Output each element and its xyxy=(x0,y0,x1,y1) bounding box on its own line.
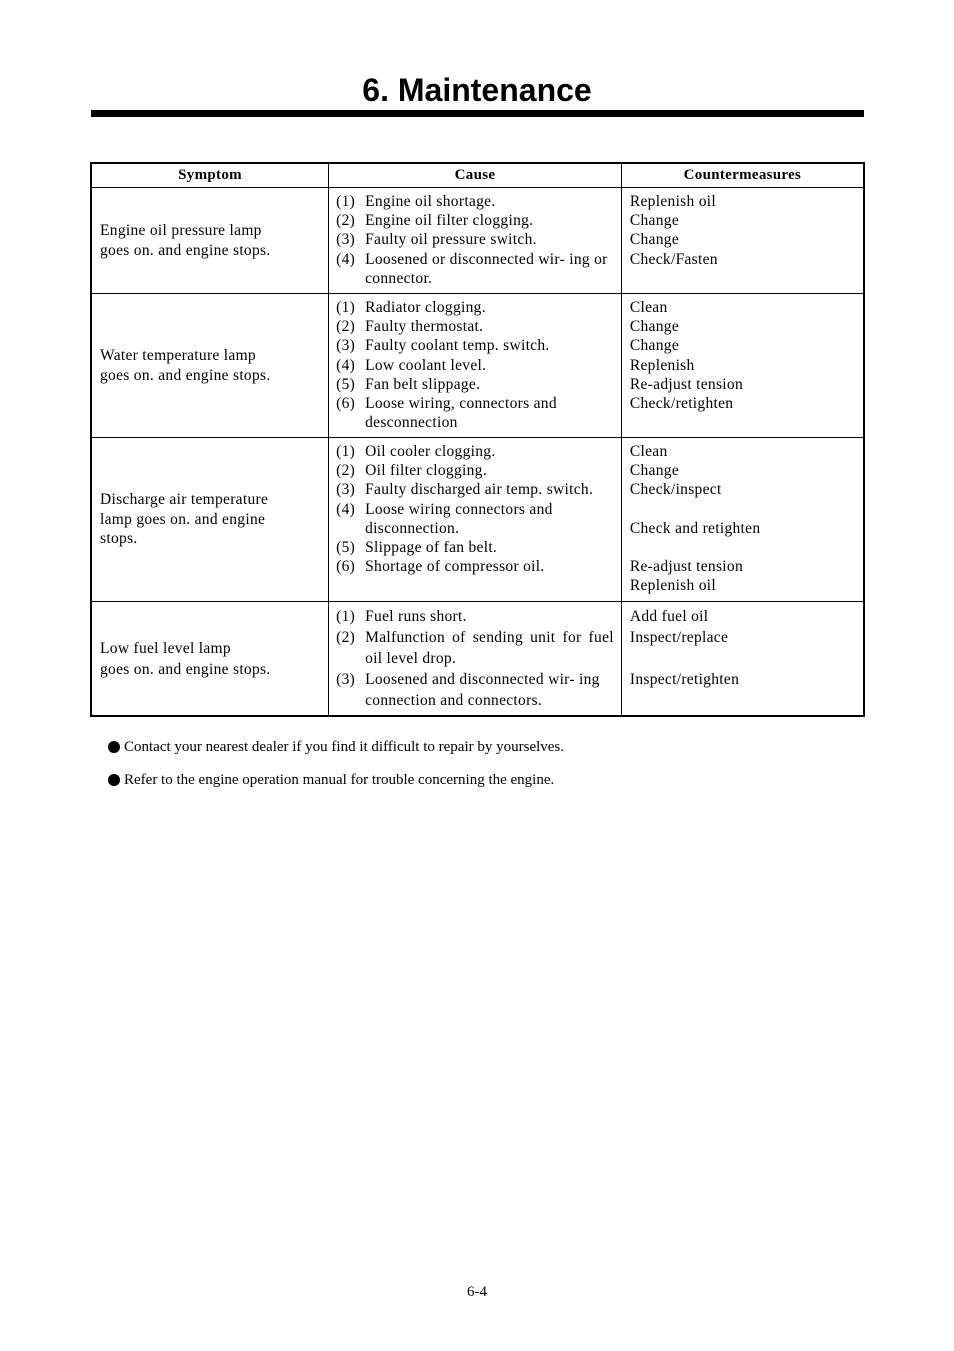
countermeasure-cell xyxy=(621,188,864,294)
cause-item xyxy=(336,250,614,288)
cause-text: Low coolant level. xyxy=(365,356,487,374)
countermeasure-line: Re-adjust tension xyxy=(629,558,744,576)
countermeasure-line: Change xyxy=(629,318,680,336)
countermeasure-line: Change xyxy=(629,231,680,249)
cause-item xyxy=(336,500,614,538)
cause-text: Malfunction of sending unit for fuel oil level drop. xyxy=(365,629,614,667)
cause-text: Loose wiring connectors and disconnection. xyxy=(365,500,553,537)
note-item xyxy=(108,730,564,763)
cause-cell xyxy=(329,602,622,717)
cause-item xyxy=(336,606,614,627)
cause-item xyxy=(336,669,614,711)
cause-text: Faulty coolant temp. switch. xyxy=(365,337,550,355)
cause-item xyxy=(336,317,614,336)
bullet-icon xyxy=(108,741,120,753)
cause-number: (4) xyxy=(336,500,356,518)
symptom-line: goes on. and engine stops. xyxy=(100,660,271,678)
cause-number: (3) xyxy=(336,671,356,688)
bullet-icon xyxy=(108,774,120,786)
cause-item xyxy=(336,538,614,557)
countermeasure-line: Change xyxy=(629,462,680,480)
cause-item xyxy=(336,336,614,355)
cause-text: Shortage of compressor oil. xyxy=(365,558,545,576)
cause-text: Loosened or disconnected wir- ing or connector. xyxy=(365,250,608,287)
table-row xyxy=(91,438,864,602)
cause-text: Faulty thermostat. xyxy=(365,318,484,336)
cause-text: Loosened and disconnected wir- ing connection and connectors. xyxy=(365,671,600,709)
countermeasure-line xyxy=(630,538,863,557)
cause-text: Fuel runs short. xyxy=(365,608,467,625)
cause-item xyxy=(336,557,614,576)
cause-item xyxy=(336,298,614,317)
symptom-line: stops. xyxy=(100,530,138,548)
countermeasure-line: Check/Fasten xyxy=(629,250,718,268)
symptom-line: lamp goes on. and engine xyxy=(100,510,266,528)
countermeasure-line: Add fuel oil xyxy=(629,608,709,625)
symptom-cell xyxy=(91,188,329,294)
symptom-cell xyxy=(91,294,329,438)
cause-number: (6) xyxy=(336,395,356,413)
countermeasure-line xyxy=(630,500,863,519)
notes-list xyxy=(108,730,564,796)
cause-item xyxy=(336,211,614,230)
cause-item xyxy=(336,394,614,432)
countermeasure-line: Check/retighten xyxy=(629,395,734,413)
cause-number: (1) xyxy=(336,608,356,625)
page-title: 6. Maintenance xyxy=(362,72,592,108)
cause-text: Loose wiring, connectors and desconnection xyxy=(365,395,557,432)
cause-number: (1) xyxy=(336,443,356,460)
note-item xyxy=(108,763,564,796)
header-symptom: Symptom xyxy=(91,163,329,188)
title-rule xyxy=(91,110,864,117)
cause-number: (3) xyxy=(336,231,356,249)
cause-text: Oil cooler clogging. xyxy=(365,443,496,460)
symptom-line: goes on. and engine stops. xyxy=(100,366,271,384)
header-cause: Cause xyxy=(329,163,622,188)
countermeasure-line: Check/inspect xyxy=(629,481,722,499)
cause-text: Slippage of fan belt. xyxy=(365,539,498,557)
symptom-line: Discharge air temperature xyxy=(100,491,269,509)
page-number: 6-4 xyxy=(467,1284,487,1300)
countermeasure-line: Inspect/retighten xyxy=(629,671,740,688)
table-row xyxy=(91,188,864,294)
cause-cell xyxy=(329,438,622,602)
cause-number: (3) xyxy=(336,481,356,499)
cause-number: (5) xyxy=(336,539,356,557)
cause-number: (4) xyxy=(336,250,356,268)
cause-item xyxy=(336,627,614,669)
cause-item xyxy=(336,192,614,211)
cause-number: (1) xyxy=(336,193,356,210)
countermeasure-cell xyxy=(621,602,864,717)
cause-text: Faulty discharged air temp. switch. xyxy=(365,481,594,499)
countermeasure-line: Change xyxy=(629,337,680,355)
cause-number: (5) xyxy=(336,375,356,393)
countermeasure-cell xyxy=(621,294,864,438)
countermeasure-line: Replenish oil xyxy=(629,577,716,595)
countermeasure-line: Replenish xyxy=(629,356,695,374)
note-text: Refer to the engine operation manual for trouble concerning the engine. xyxy=(124,771,555,788)
cause-text: Oil filter clogging. xyxy=(365,462,487,480)
symptom-line: goes on. and engine stops. xyxy=(100,241,271,259)
table-header-row xyxy=(91,163,864,188)
cause-item xyxy=(336,375,614,394)
countermeasure-line: Replenish oil xyxy=(629,193,716,210)
cause-cell xyxy=(329,294,622,438)
cause-item xyxy=(336,442,614,461)
cause-number: (2) xyxy=(336,318,356,336)
countermeasure-line: Change xyxy=(629,212,680,230)
note-text: Contact your nearest dealer if you find it difficult to repair by yourselves. xyxy=(124,738,565,755)
cause-number: (1) xyxy=(336,299,356,316)
cause-text: Fan belt slippage. xyxy=(365,375,481,393)
symptom-line: Low fuel level lamp xyxy=(100,639,231,657)
cause-item xyxy=(336,356,614,375)
countermeasure-line: Clean xyxy=(629,299,668,316)
countermeasure-line xyxy=(630,648,863,669)
countermeasure-line: Check and retighten xyxy=(629,519,761,537)
troubleshooting-table xyxy=(90,162,865,717)
table-row xyxy=(91,294,864,438)
cause-text: Radiator clogging. xyxy=(365,299,486,316)
symptom-line: Engine oil pressure lamp xyxy=(100,222,262,239)
symptom-line: Water temperature lamp xyxy=(100,347,256,364)
cause-item xyxy=(336,461,614,480)
cause-item xyxy=(336,480,614,499)
countermeasure-cell xyxy=(621,438,864,602)
header-countermeasures: Countermeasures xyxy=(621,163,864,188)
table-row xyxy=(91,602,864,717)
cause-number: (4) xyxy=(336,356,356,374)
cause-text: Engine oil filter clogging. xyxy=(365,212,534,230)
countermeasure-line: Inspect/replace xyxy=(629,629,729,646)
cause-text: Engine oil shortage. xyxy=(365,193,496,210)
countermeasure-line: Clean xyxy=(629,443,668,460)
cause-number: (3) xyxy=(336,337,356,355)
symptom-cell xyxy=(91,438,329,602)
cause-cell xyxy=(329,188,622,294)
symptom-cell xyxy=(91,602,329,717)
cause-number: (2) xyxy=(336,212,356,230)
cause-text: Faulty oil pressure switch. xyxy=(365,231,537,249)
cause-item xyxy=(336,230,614,249)
cause-number: (6) xyxy=(336,558,356,576)
cause-number: (2) xyxy=(336,462,356,480)
countermeasure-line: Re-adjust tension xyxy=(629,375,744,393)
cause-number: (2) xyxy=(336,629,356,646)
